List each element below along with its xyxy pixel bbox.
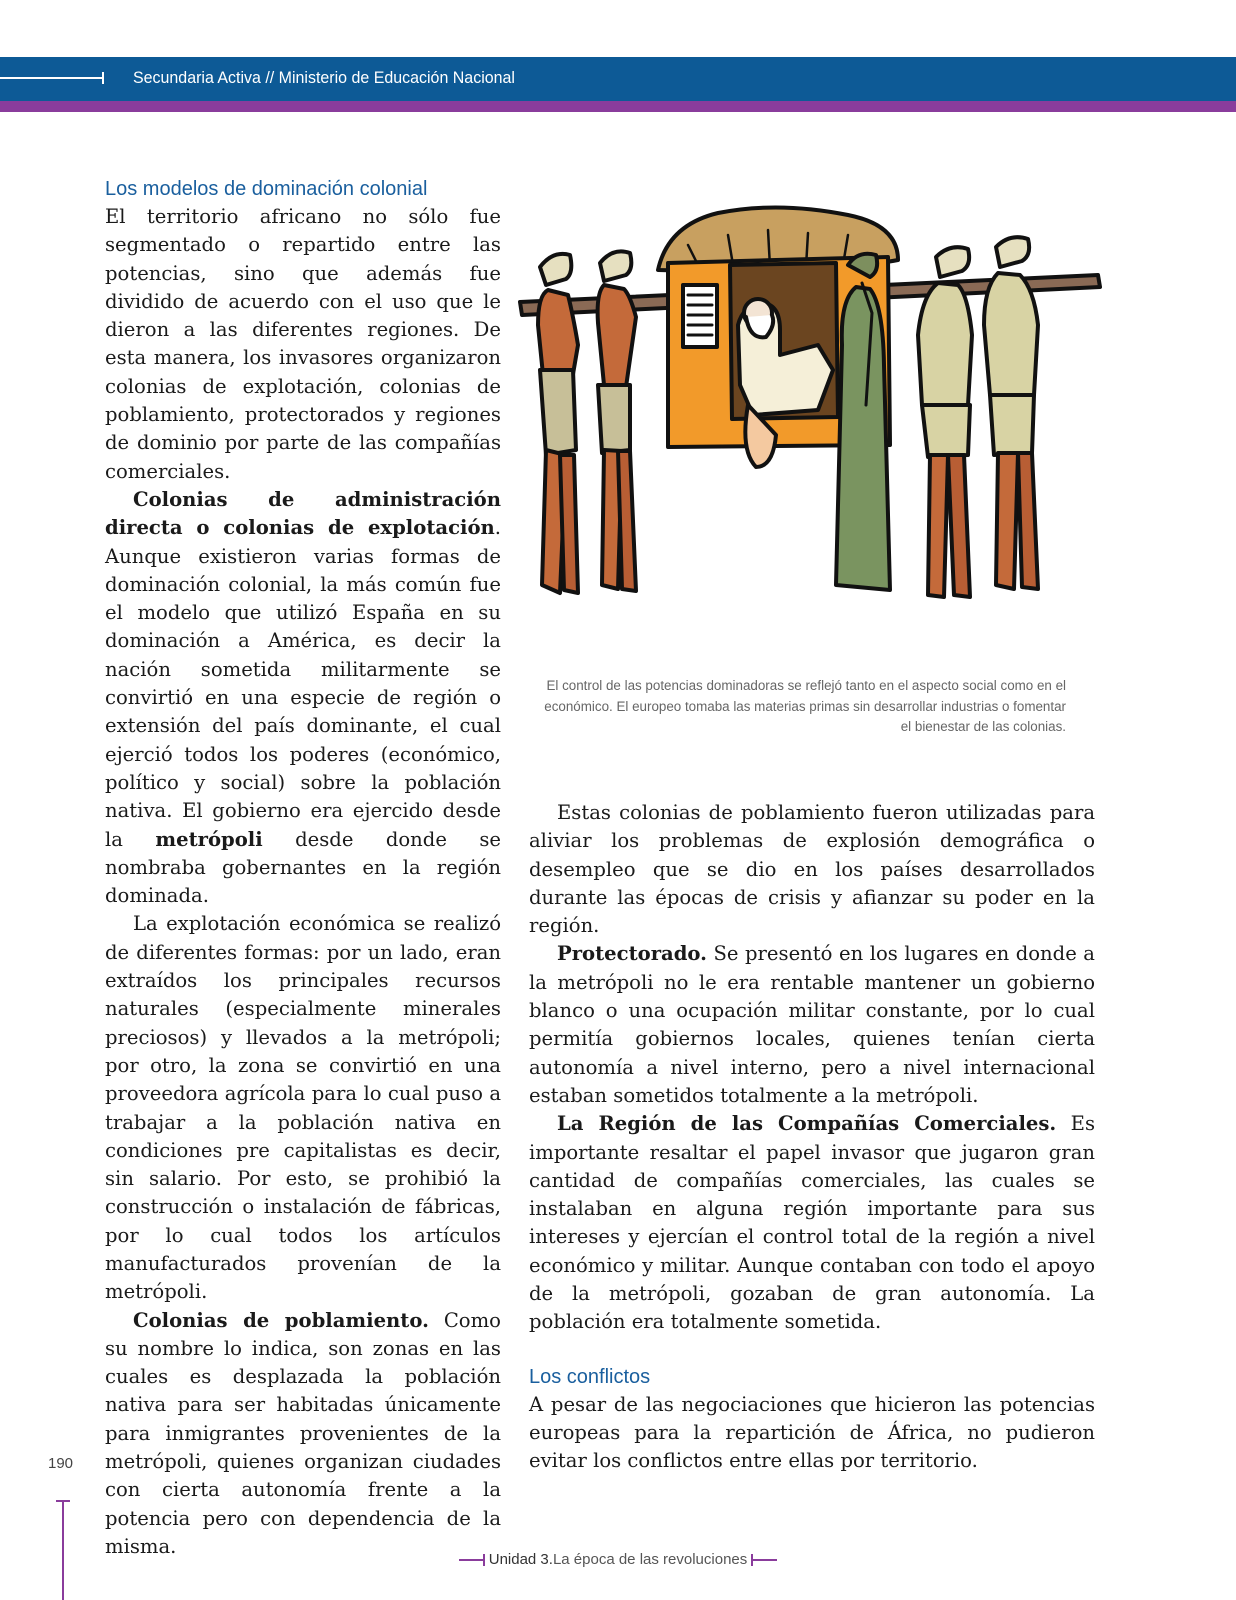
paragraph-text: desde donde se nombraba gobernantes en la región dominada. <box>105 827 501 908</box>
paragraph-text: Como su nombre lo indica, son zonas en las cuales es desplazada la población nativa para ser habitadas únicamente para inmigrantes provenientes de la metrópoli, quienes organizan ciudades con cierta autonomía frente a la potencia pero con dependencia de la misma. <box>105 1308 501 1558</box>
paragraph-commercial-companies <box>529 1110 1095 1336</box>
section-title-colonial-models: Los modelos de dominación colonial <box>105 178 428 200</box>
figure-caption: El control de las potencias dominadoras se reflejó tanto en el aspecto social como en el económico. El europeo tomaba las materias primas sin desarrollar industrias o fomentar el bienestar de las colonias. <box>544 678 1066 734</box>
section-title-conflicts: Los conflictos <box>529 1365 651 1388</box>
page-number: 190 <box>48 1455 74 1472</box>
illustration-palanquin <box>518 205 1112 625</box>
paragraph-protectorate <box>529 940 1095 1110</box>
term-exploitation-colonies: Colonias de administración directa o colonias de explotación <box>105 487 501 540</box>
paragraph-conflicts: A pesar de las negociaciones que hicieron las potencias europeas para la repartición de África, no pudieron evitar los conflictos entre ellas por territorio. <box>529 1392 1095 1473</box>
right-column <box>529 799 1095 1476</box>
paragraph-text: Se presentó en los lugares en donde a la metrópoli no le era rentable mantener un gobierno blanco o una ocupación militar constante, por lo cual permitía gobiernos locales, quienes tenían cierta autonomía a nivel interno, pero a nivel internacional estaban sometidos totalmente a la metrópoli. <box>529 942 1095 1107</box>
paragraph-economic-exploitation: La explotación económica se realizó de diferentes formas: por un lado, eran extraídos los principales recursos naturales (especialmente minerales preciosos) y llevados a la metrópoli; por otro, la zona se convirtió en una proveedora agrícola para lo cual puso a trabajar a la población nativa en condiciones pre capitalistas es decir, sin salario. Por esto, se prohibió la construcción o instalación de fábricas, por lo cual todos los artículos manufacturados provenían de la metrópoli. <box>105 912 501 1304</box>
margin-rule <box>62 1500 64 1600</box>
term-settlement-colonies: Colonias de poblamiento. <box>133 1308 429 1332</box>
term-protectorate: Protectorado. <box>557 942 707 966</box>
term-commercial-companies: La Región de las Compañías Comerciales. <box>557 1112 1057 1136</box>
header-rule <box>0 77 104 79</box>
paragraph-settlement-purpose: Estas colonias de poblamiento fueron utilizadas para aliviar los problemas de explosión demográfica o desempleo que se dio en los países desarrollados durante las épocas de crisis y afianzar su poder en la región. <box>529 801 1095 938</box>
paragraph-text: Es importante resaltar el papel invasor que jugaron gran cantidad de compañías comerciales, las cuales se instalaban en alguna región importante para sus intereses y ejercían el control total de la región a nivel económico y militar. Aunque contaban con todo el apoyo de la metrópoli, gozaban de gran autonomía. La población era totalmente sometida. <box>529 1112 1095 1334</box>
paragraph-settlement-colonies <box>105 1307 501 1562</box>
paragraph-text: . Aunque existieron varias formas de dominación colonial, la más común fue el modelo que utilizó España en su dominación a América, es decir la nación sometida militarmente se convirtió en una especie de región o extensión del país dominante, el cual ejerció todos los poderes (económico, político y social) sobre la población nativa. El gobierno era ejercido desde la <box>105 516 501 851</box>
section-spacer <box>529 1337 1095 1363</box>
term-metropoli: metrópoli <box>155 827 263 851</box>
left-column <box>105 175 501 1561</box>
header-title: Secundaria Activa // Ministerio de Educación Nacional <box>133 68 515 87</box>
paragraph-exploitation-colonies <box>105 486 501 910</box>
footer-unit: Unidad 3. <box>488 1551 553 1568</box>
paragraph-intro: El territorio africano no sólo fue segmentado o repartido entre las potencias, sino que además fue dividido de acuerdo con el uso que le dieron a las diferentes regiones. De esta manera, los invasores organizaron colonias de explotación, colonias de poblamiento, protectorados y regiones de dominio por parte de las compañías comerciales. <box>105 205 501 483</box>
footer-rule-right <box>751 1559 777 1561</box>
footer-rule-left <box>459 1559 485 1561</box>
header-rule-tick <box>102 72 104 84</box>
footer <box>0 1551 1236 1568</box>
header-accent-stripe <box>0 101 1236 112</box>
footer-unit-name: La época de las revoluciones <box>552 1551 748 1568</box>
